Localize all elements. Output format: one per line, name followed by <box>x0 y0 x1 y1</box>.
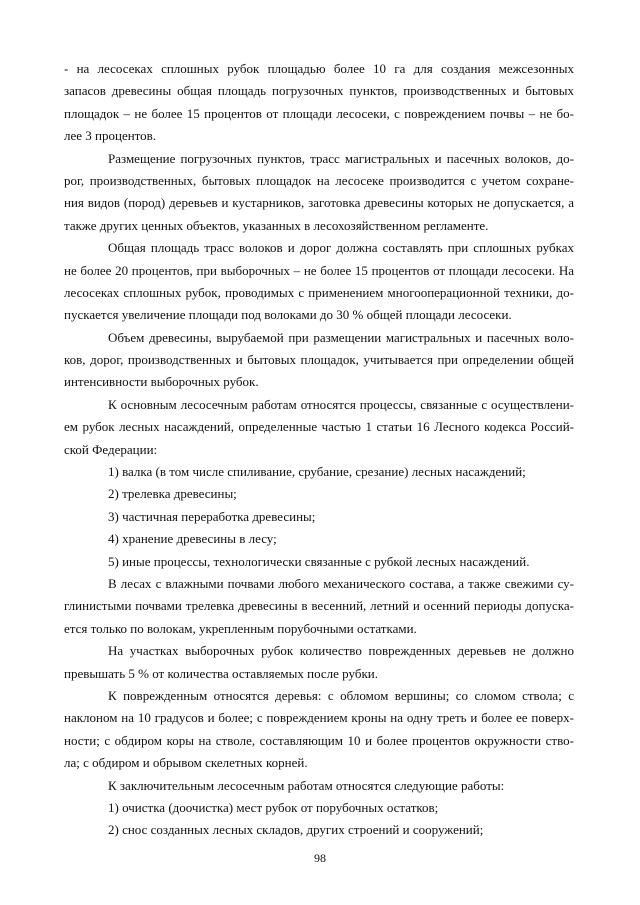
text-line: запасов древесины общая площадь погрузочных пунктов, производственных и бытовых <box>64 83 574 99</box>
text-line: также других ценных объектов, указанных в лесохозяйственном регламенте. <box>64 217 489 233</box>
list-item: 2) трелевка древесины; <box>108 486 237 502</box>
list-item: 2) снос созданных лесных складов, других строений и сооружений; <box>108 822 484 838</box>
text-line: ется только по волокам, укрепленным порубочными остатками. <box>64 620 417 636</box>
text-line: превышать 5 % от количества оставляемых после рубки. <box>64 665 378 681</box>
text-line: наклоном на 10 градусов и более; с повреждением кроны на одну треть и более ее поверх- <box>64 710 574 726</box>
text-line: ности; с обдиром коры на стволе, составляющим 10 и более процентов окружности ство- <box>64 732 574 748</box>
text-line: ния видов (пород) деревьев и кустарников, заготовка древесины которых не допускается, а <box>64 195 574 211</box>
text-line: рог, производственных, бытовых площадок на лесосеке производится с учетом сохране- <box>64 172 574 188</box>
text-line: К заключительным лесосечным работам относятся следующие работы: <box>108 777 505 793</box>
text-line: Общая площадь трасс волоков и дорог должна составлять при сплошных рубках <box>108 240 574 256</box>
page-body <box>64 58 574 842</box>
text-line: Объем древесины, вырубаемой при размещении магистральных и пасечных воло- <box>108 329 574 345</box>
text-line: К основным лесосечным работам относятся процессы, связанные с осуществлени- <box>108 396 574 412</box>
text-line: площадок – не более 15 процентов от площади лесосеки, с повреждением почвы – не бо- <box>64 105 574 121</box>
text-line: ем рубок лесных насаждений, определенные частью 1 статьи 16 Лесного кодекса Россий- <box>64 419 574 435</box>
list-item: 1) очистка (доочистка) мест рубок от порубочных остатков; <box>108 799 439 815</box>
text-line: Размещение погрузочных пунктов, трасс магистральных и пасечных волоков, до- <box>108 150 574 166</box>
text-line: - на лесосеках сплошных рубок площадью более 10 га для создания межсезонных <box>64 61 574 76</box>
text-line: интенсивности выборочных рубок. <box>64 374 259 390</box>
list-item: 5) иные процессы, технологически связанные с рубкой лесных насаждений. <box>108 553 530 569</box>
text-line: В лесах с влажными почвами любого механического состава, а также свежими су- <box>108 575 574 591</box>
text-line: глинистыми почвами трелевка древесины в весенний, летний и осенний периоды допуска- <box>64 598 574 614</box>
list-item: 4) хранение древесины в лесу; <box>108 531 277 547</box>
page-number: 98 <box>314 851 326 865</box>
text-line: ков, дорог, производственных и бытовых площадок, учитывается при определении общей <box>64 352 574 368</box>
text-line: не более 20 процентов, при выборочных – не более 15 процентов от площади лесосеки. На <box>64 262 574 278</box>
text-line: лесосеках сплошных рубок, проводимых с применением многооперационной техники, до- <box>64 284 574 300</box>
text-line: ской Федерации: <box>64 441 158 457</box>
text-line: На участках выборочных рубок количество поврежденных деревьев не должно <box>108 643 574 659</box>
text-line: К поврежденным относятся деревья: с обломом вершины; со сломом ствола; с <box>108 687 574 703</box>
list-item: 3) частичная переработка древесины; <box>108 508 316 524</box>
text-line: пускается увеличение площади под волоками до 30 % общей площади лесосеки. <box>64 307 512 323</box>
list-item: 1) валка (в том числе спиливание, срубание, срезание) лесных насаждений; <box>108 464 526 480</box>
text-line: лее 3 процентов. <box>64 128 157 144</box>
text-line: ла; с обдиром и обрывом скелетных корней. <box>64 755 308 771</box>
